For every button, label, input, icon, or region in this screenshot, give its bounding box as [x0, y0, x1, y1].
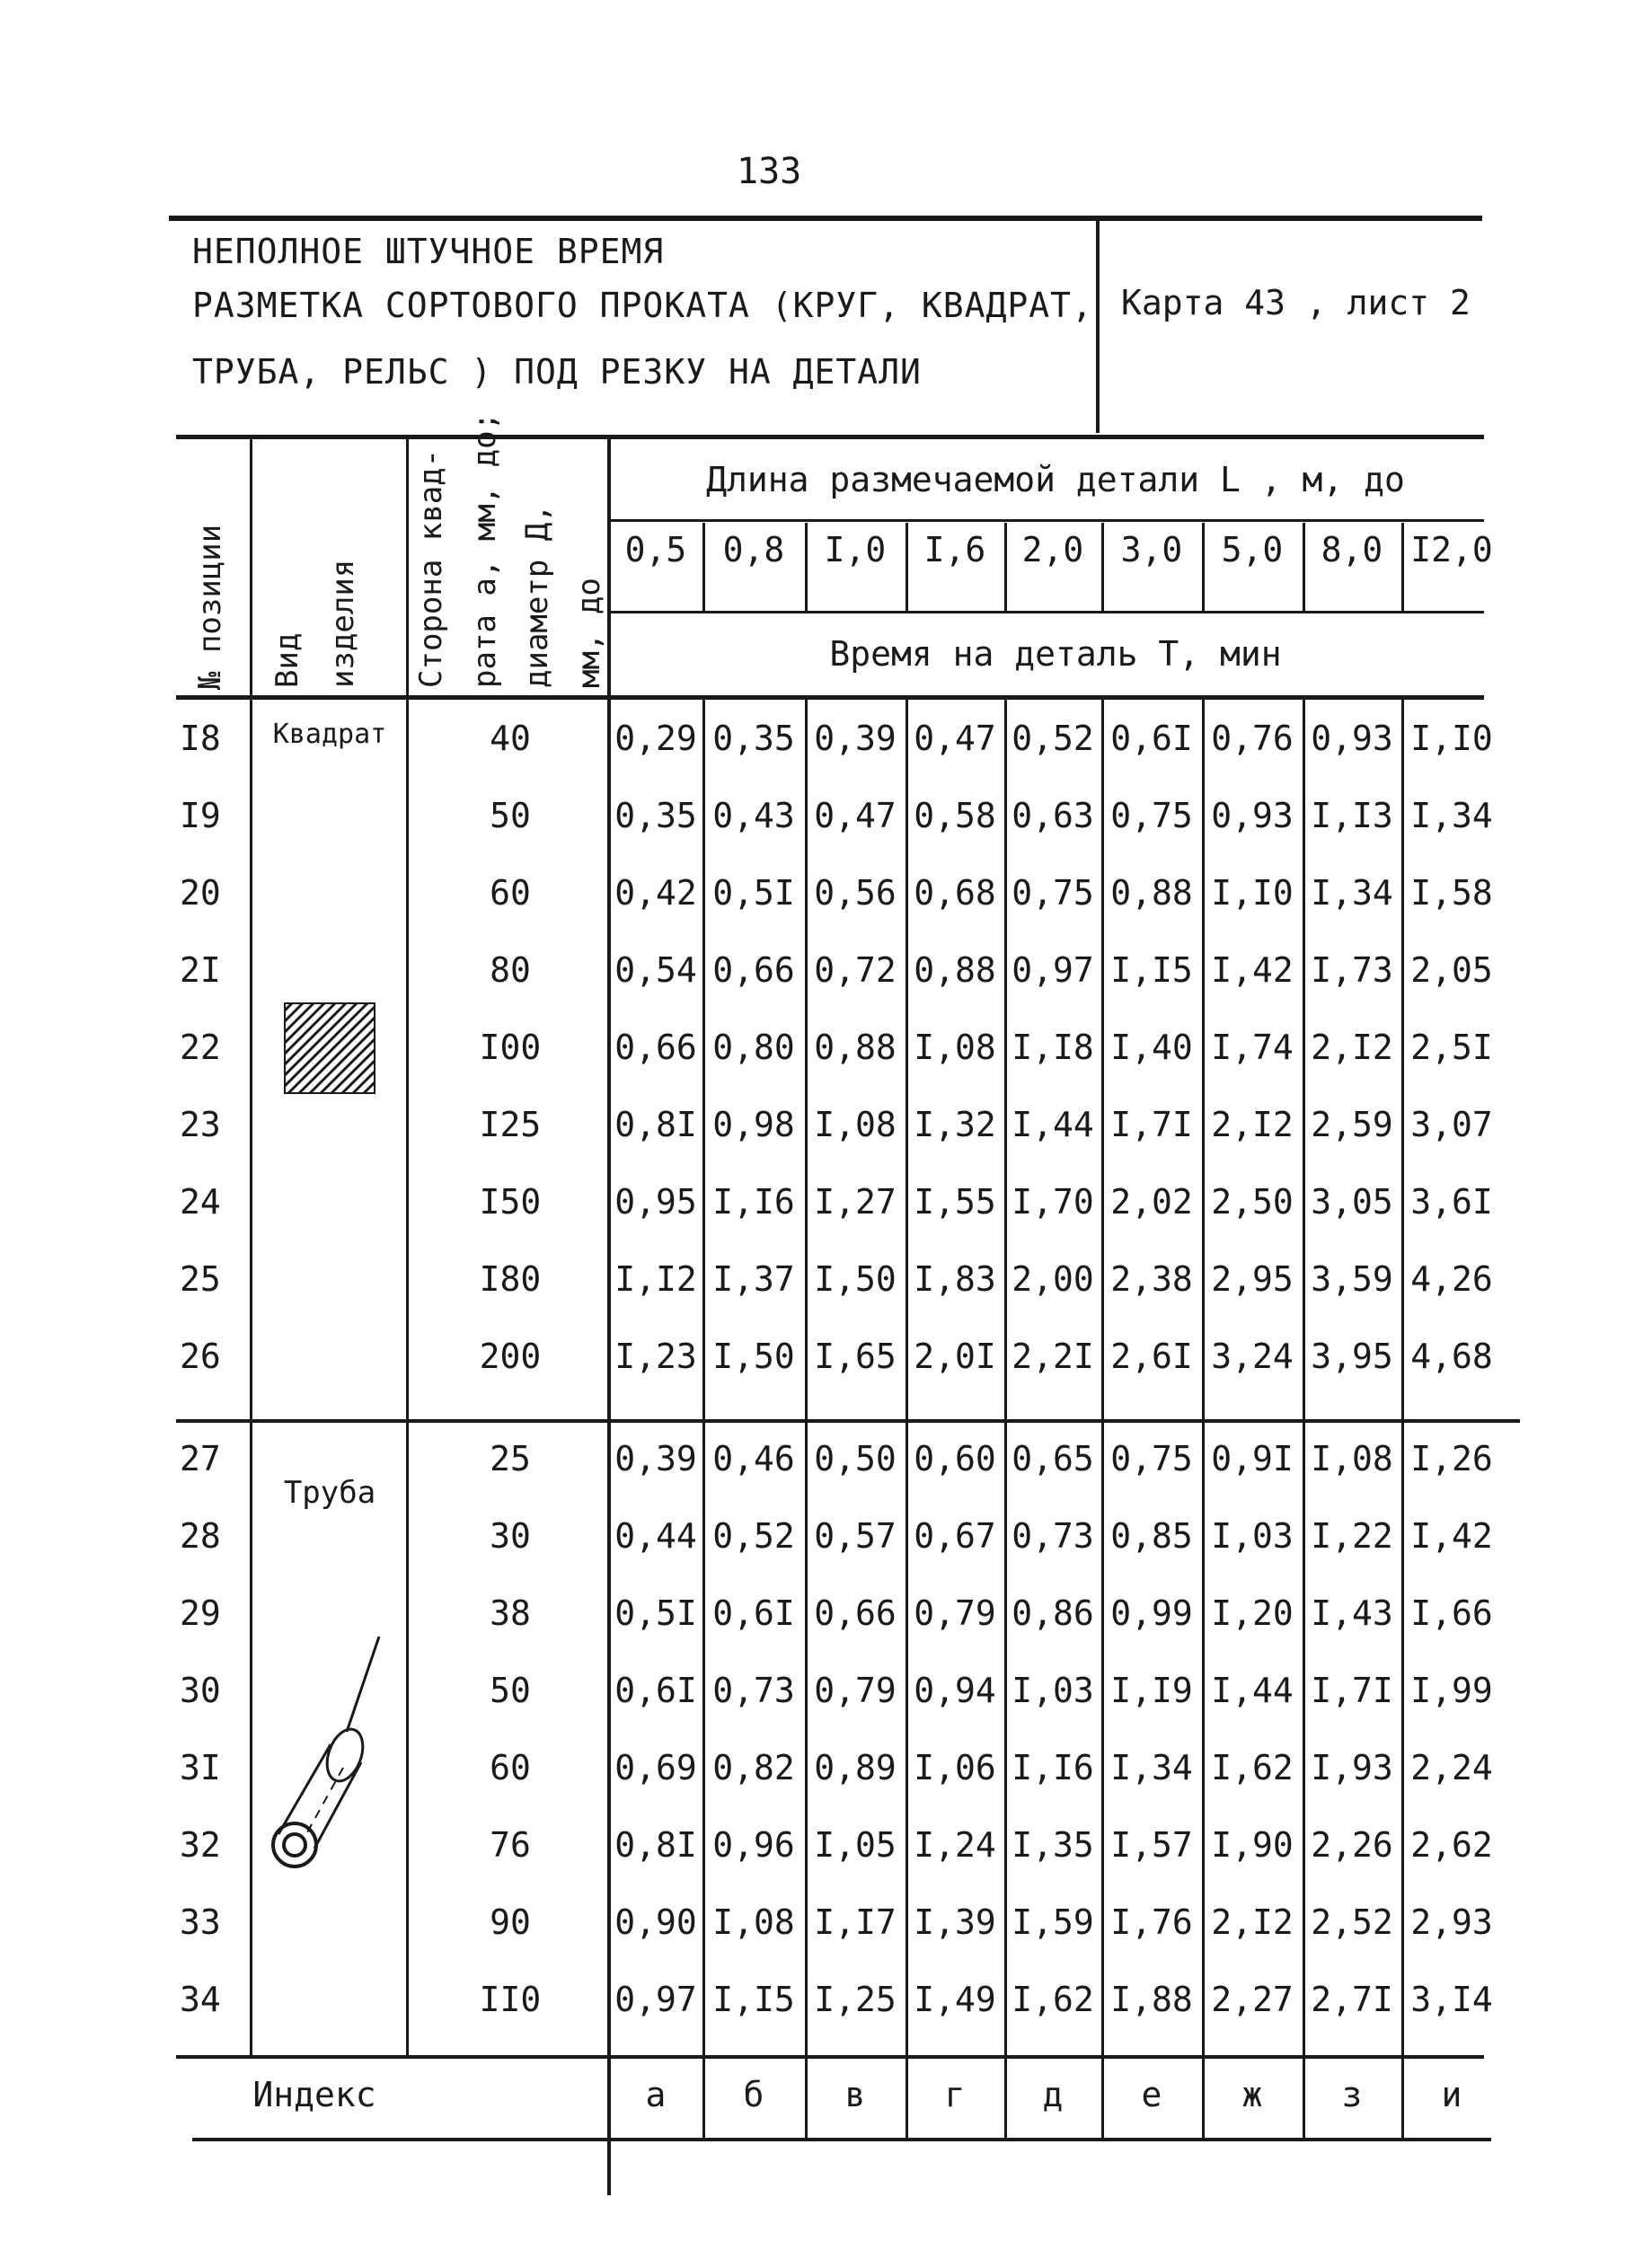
length-value-8: I2,0: [1410, 530, 1493, 569]
time-value: 4,26: [1410, 1259, 1493, 1299]
time-value: 3,6I: [1410, 1182, 1493, 1222]
time-value: 0,63: [1012, 796, 1094, 835]
time-value: 0,86: [1012, 1593, 1094, 1633]
position-number: 33: [180, 1902, 221, 1942]
size-value: 50: [490, 796, 531, 835]
time-value: 2,50: [1211, 1182, 1294, 1222]
time-value: 0,35: [712, 719, 795, 758]
index-letter: в: [844, 2075, 866, 2114]
column-header-size-line4: мм, до: [571, 578, 607, 688]
length-value-2: I,0: [824, 530, 887, 569]
time-value: 0,72: [814, 950, 897, 990]
time-value: I,83: [914, 1259, 996, 1299]
header-title-line-1: НЕПОЛНОЕ ШТУЧНОЕ ВРЕМЯ: [192, 232, 665, 271]
time-value: I,08: [914, 1028, 996, 1067]
time-value: 0,39: [814, 719, 897, 758]
time-value: 2,38: [1110, 1259, 1193, 1299]
length-column-rule: [1004, 523, 1007, 611]
index-letter: е: [1141, 2075, 1162, 2114]
index-letter: б: [743, 2075, 764, 2114]
size-value: I50: [479, 1182, 542, 1222]
index-row-label: Индекс: [252, 2075, 376, 2114]
time-value: I,23: [614, 1337, 697, 1376]
time-value: 0,93: [1211, 796, 1294, 835]
index-top-rule: [176, 2055, 1484, 2059]
time-value: I,25: [814, 1980, 897, 2019]
time-value: 0,5I: [712, 873, 795, 913]
length-column-rule: [1101, 523, 1104, 611]
position-number: 30: [180, 1671, 221, 1710]
size-value: I25: [479, 1105, 542, 1144]
time-value: I,59: [1012, 1902, 1094, 1942]
time-value: 4,68: [1410, 1337, 1493, 1376]
time-value: I,42: [1211, 950, 1294, 990]
length-value-4: 2,0: [1021, 530, 1084, 569]
time-value: I,55: [914, 1182, 996, 1222]
time-value: I,37: [712, 1259, 795, 1299]
time-value: 2,00: [1012, 1259, 1094, 1299]
time-value: 0,75: [1110, 1439, 1193, 1478]
position-number: 20: [180, 873, 221, 913]
time-value: 0,5I: [614, 1593, 697, 1633]
length-column-rule: [1401, 523, 1404, 611]
time-value: I,08: [1311, 1439, 1393, 1478]
time-value: 0,85: [1110, 1516, 1193, 1556]
time-value: 3,05: [1311, 1182, 1393, 1222]
position-number: I8: [180, 719, 221, 758]
size-value: II0: [479, 1980, 542, 2019]
time-value: 2,95: [1211, 1259, 1294, 1299]
length-value-3: I,6: [923, 530, 986, 569]
header-title-line-3: ТРУБА, РЕЛЬС ) ПОД РЕЗКУ НА ДЕТАЛИ: [192, 352, 922, 392]
time-value: 3,59: [1311, 1259, 1393, 1299]
time-value: 0,56: [814, 873, 897, 913]
pipe-icon: [268, 1633, 393, 1875]
time-value: 0,66: [814, 1593, 897, 1633]
index-letter: д: [1042, 2075, 1064, 2114]
time-value: 2,7I: [1311, 1980, 1393, 2019]
header-title-line-2: РАЗМЕТКА СОРТОВОГО ПРОКАТА (КРУГ, КВАДРАТ,: [192, 286, 1093, 325]
time-value: 0,29: [614, 719, 697, 758]
position-number: 24: [180, 1182, 221, 1222]
time-value: 0,90: [614, 1902, 697, 1942]
length-value-7: 8,0: [1321, 530, 1383, 569]
time-value: I,26: [1410, 1439, 1493, 1478]
time-value: 2,26: [1311, 1825, 1393, 1865]
time-value: 0,58: [914, 796, 996, 835]
time-value: I,34: [1110, 1748, 1193, 1787]
time-value: 0,43: [712, 796, 795, 835]
time-value: 2,05: [1410, 950, 1493, 990]
time-value: 0,52: [1012, 719, 1094, 758]
column-header-size-line3: диаметр Д,: [519, 504, 555, 688]
time-value: I,62: [1211, 1748, 1294, 1787]
time-value: 0,66: [712, 950, 795, 990]
time-value: 0,8I: [614, 1825, 697, 1865]
time-value: 2,59: [1311, 1105, 1393, 1144]
time-value: 0,35: [614, 796, 697, 835]
time-value: I,08: [814, 1105, 897, 1144]
time-value: 0,98: [712, 1105, 795, 1144]
time-value: 0,60: [914, 1439, 996, 1478]
index-letter: г: [944, 2075, 966, 2114]
time-value: 0,88: [814, 1028, 897, 1067]
position-number: 25: [180, 1259, 221, 1299]
time-value: 2,2I: [1012, 1337, 1094, 1376]
position-number: 29: [180, 1593, 221, 1633]
time-value: 0,96: [712, 1825, 795, 1865]
time-value: I,I5: [712, 1980, 795, 2019]
time-value: 0,73: [1012, 1516, 1094, 1556]
time-value: 0,6I: [712, 1593, 795, 1633]
column-header-size-line1: Сторона квад-: [413, 448, 449, 688]
time-value: 2,I2: [1311, 1028, 1393, 1067]
column-rule-position: [250, 435, 252, 2055]
length-column-rule: [1202, 523, 1205, 611]
length-column-rule: [906, 523, 908, 611]
time-value: I,74: [1211, 1028, 1294, 1067]
size-value: 200: [479, 1337, 542, 1376]
time-value: I,27: [814, 1182, 897, 1222]
column-header-position: № позиции: [192, 524, 228, 690]
time-value: I,08: [712, 1902, 795, 1942]
time-value: 2,93: [1410, 1902, 1493, 1942]
size-value: I00: [479, 1028, 542, 1067]
time-value: 2,I2: [1211, 1105, 1294, 1144]
time-value: I,I0: [1410, 719, 1493, 758]
page-number: 133: [737, 151, 802, 192]
time-value: I,50: [814, 1259, 897, 1299]
time-value: I,65: [814, 1337, 897, 1376]
time-value: 2,27: [1211, 1980, 1294, 2019]
length-column-rule: [702, 523, 705, 611]
time-value: I,I9: [1110, 1671, 1193, 1710]
length-header-title: Длина размечаемой детали L , м, до: [706, 460, 1405, 499]
time-value: 0,76: [1211, 719, 1294, 758]
time-value: I,7I: [1110, 1105, 1193, 1144]
time-value: 0,88: [1110, 873, 1193, 913]
length-column-rule: [1303, 523, 1305, 611]
size-value: 25: [490, 1439, 531, 1478]
time-value: I,I6: [712, 1182, 795, 1222]
time-value: 2,24: [1410, 1748, 1493, 1787]
size-value: 90: [490, 1902, 531, 1942]
product-kind-label: Квадрат: [272, 719, 387, 750]
time-value: I,I0: [1211, 873, 1294, 913]
time-value: 0,8I: [614, 1105, 697, 1144]
time-value: 0,6I: [614, 1671, 697, 1710]
time-value: 3,07: [1410, 1105, 1493, 1144]
time-value: 0,75: [1110, 796, 1193, 835]
time-value: I,05: [814, 1825, 897, 1865]
time-value: 0,44: [614, 1516, 697, 1556]
time-value: 2,62: [1410, 1825, 1493, 1865]
column-header-size-line2: рата а, мм, до;: [467, 411, 503, 688]
column-rule-kind: [406, 435, 409, 2055]
time-value: 0,93: [1311, 719, 1393, 758]
time-value: I,42: [1410, 1516, 1493, 1556]
time-value: 3,I4: [1410, 1980, 1493, 2019]
time-value: 2,I2: [1211, 1902, 1294, 1942]
time-value: I,7I: [1311, 1671, 1393, 1710]
time-value: 0,95: [614, 1182, 697, 1222]
time-value: 0,68: [914, 873, 996, 913]
time-value: 0,39: [614, 1439, 697, 1478]
time-value: I,44: [1012, 1105, 1094, 1144]
position-number: 23: [180, 1105, 221, 1144]
column-header-kind-line2: изделия: [325, 559, 361, 688]
size-value: 40: [490, 719, 531, 758]
time-value: I,50: [712, 1337, 795, 1376]
header-bottom-rule: [176, 695, 1484, 700]
time-value: 3,24: [1211, 1337, 1294, 1376]
time-value: 0,89: [814, 1748, 897, 1787]
position-number: 26: [180, 1337, 221, 1376]
position-number: 2I: [180, 950, 221, 990]
time-value: 0,80: [712, 1028, 795, 1067]
group-divider-rule: [176, 1419, 1520, 1423]
time-value: 0,82: [712, 1748, 795, 1787]
time-value: I,90: [1211, 1825, 1294, 1865]
time-value: I,34: [1410, 796, 1493, 835]
index-letter: и: [1441, 2075, 1462, 2114]
time-value: I,I7: [814, 1902, 897, 1942]
time-value: 0,79: [814, 1671, 897, 1710]
size-value: 38: [490, 1593, 531, 1633]
time-value: I,73: [1311, 950, 1393, 990]
time-value: I,06: [914, 1748, 996, 1787]
size-value: 80: [490, 950, 531, 990]
time-value: I,I8: [1012, 1028, 1094, 1067]
time-value: I,99: [1410, 1671, 1493, 1710]
time-value: I,49: [914, 1980, 996, 2019]
product-kind-label: Труба: [283, 1475, 376, 1511]
time-value: 0,69: [614, 1748, 697, 1787]
time-value: I,22: [1311, 1516, 1393, 1556]
time-value: I,76: [1110, 1902, 1193, 1942]
time-value: I,66: [1410, 1593, 1493, 1633]
time-value: I,58: [1410, 873, 1493, 913]
time-value: I,57: [1110, 1825, 1193, 1865]
time-value: I,39: [914, 1902, 996, 1942]
time-value: 2,5I: [1410, 1028, 1493, 1067]
size-value: 30: [490, 1516, 531, 1556]
time-value: 0,65: [1012, 1439, 1094, 1478]
time-value: 0,97: [1012, 950, 1094, 990]
length-value-6: 5,0: [1221, 530, 1284, 569]
time-value: 0,94: [914, 1671, 996, 1710]
time-value: I,I3: [1311, 796, 1393, 835]
time-value: I,40: [1110, 1028, 1193, 1067]
time-value: I,43: [1311, 1593, 1393, 1633]
position-number: 34: [180, 1980, 221, 2019]
time-value: I,I2: [614, 1259, 697, 1299]
time-value: I,93: [1311, 1748, 1393, 1787]
time-value: 0,73: [712, 1671, 795, 1710]
time-value: 2,6I: [1110, 1337, 1193, 1376]
time-value: I,20: [1211, 1593, 1294, 1633]
position-number: 28: [180, 1516, 221, 1556]
position-number: 3I: [180, 1748, 221, 1787]
table-bottom-rule: [192, 2138, 1491, 2141]
time-value: I,70: [1012, 1182, 1094, 1222]
time-value: I,32: [914, 1105, 996, 1144]
time-value: 0,57: [814, 1516, 897, 1556]
index-letter: а: [645, 2075, 667, 2114]
time-value: 0,97: [614, 1980, 697, 2019]
time-value: I,24: [914, 1825, 996, 1865]
time-header-title: Время на деталь Т, мин: [829, 634, 1282, 674]
time-value: 3,95: [1311, 1337, 1393, 1376]
position-number: 27: [180, 1439, 221, 1478]
size-value: I80: [479, 1259, 542, 1299]
table-top-rule: [176, 435, 1484, 439]
time-value: I,62: [1012, 1980, 1094, 2019]
time-value: I,I6: [1012, 1748, 1094, 1787]
time-value: 0,47: [914, 719, 996, 758]
time-value: 0,42: [614, 873, 697, 913]
position-number: 22: [180, 1028, 221, 1067]
lengths-rule: [609, 611, 1484, 613]
length-value-5: 3,0: [1120, 530, 1183, 569]
time-value: I,I5: [1110, 950, 1193, 990]
time-value: I,34: [1311, 873, 1393, 913]
time-value: 0,54: [614, 950, 697, 990]
index-letter: з: [1341, 2075, 1363, 2114]
time-value: I,88: [1110, 1980, 1193, 2019]
time-value: 0,50: [814, 1439, 897, 1478]
time-value: I,44: [1211, 1671, 1294, 1710]
time-value: I,03: [1211, 1516, 1294, 1556]
time-value: 0,6I: [1110, 719, 1193, 758]
time-value: 0,99: [1110, 1593, 1193, 1633]
size-value: 76: [490, 1825, 531, 1865]
index-letter: ж: [1241, 2075, 1263, 2114]
time-value: 0,52: [712, 1516, 795, 1556]
time-value: 0,88: [914, 950, 996, 990]
hatched-square-icon: [282, 1001, 377, 1096]
time-value: 0,46: [712, 1439, 795, 1478]
time-value: 2,0I: [914, 1337, 996, 1376]
size-value: 60: [490, 1748, 531, 1787]
time-value: 0,9I: [1211, 1439, 1294, 1478]
time-value: 0,75: [1012, 873, 1094, 913]
time-value: 0,67: [914, 1516, 996, 1556]
length-value-1: 0,8: [722, 530, 785, 569]
position-number: 32: [180, 1825, 221, 1865]
time-value: I,03: [1012, 1671, 1094, 1710]
length-header-rule: [609, 519, 1484, 522]
size-value: 60: [490, 873, 531, 913]
time-value: 2,52: [1311, 1902, 1393, 1942]
time-value: 0,79: [914, 1593, 996, 1633]
time-value: 2,02: [1110, 1182, 1193, 1222]
time-value: 0,66: [614, 1028, 697, 1067]
time-value: I,35: [1012, 1825, 1094, 1865]
size-value: 50: [490, 1671, 531, 1710]
length-value-0: 0,5: [624, 530, 687, 569]
position-number: I9: [180, 796, 221, 835]
time-value: 0,47: [814, 796, 897, 835]
card-reference: Карта 43 , лист 2: [1121, 283, 1471, 322]
length-column-rule: [805, 523, 808, 611]
column-header-kind-line1: Вид: [269, 632, 305, 688]
